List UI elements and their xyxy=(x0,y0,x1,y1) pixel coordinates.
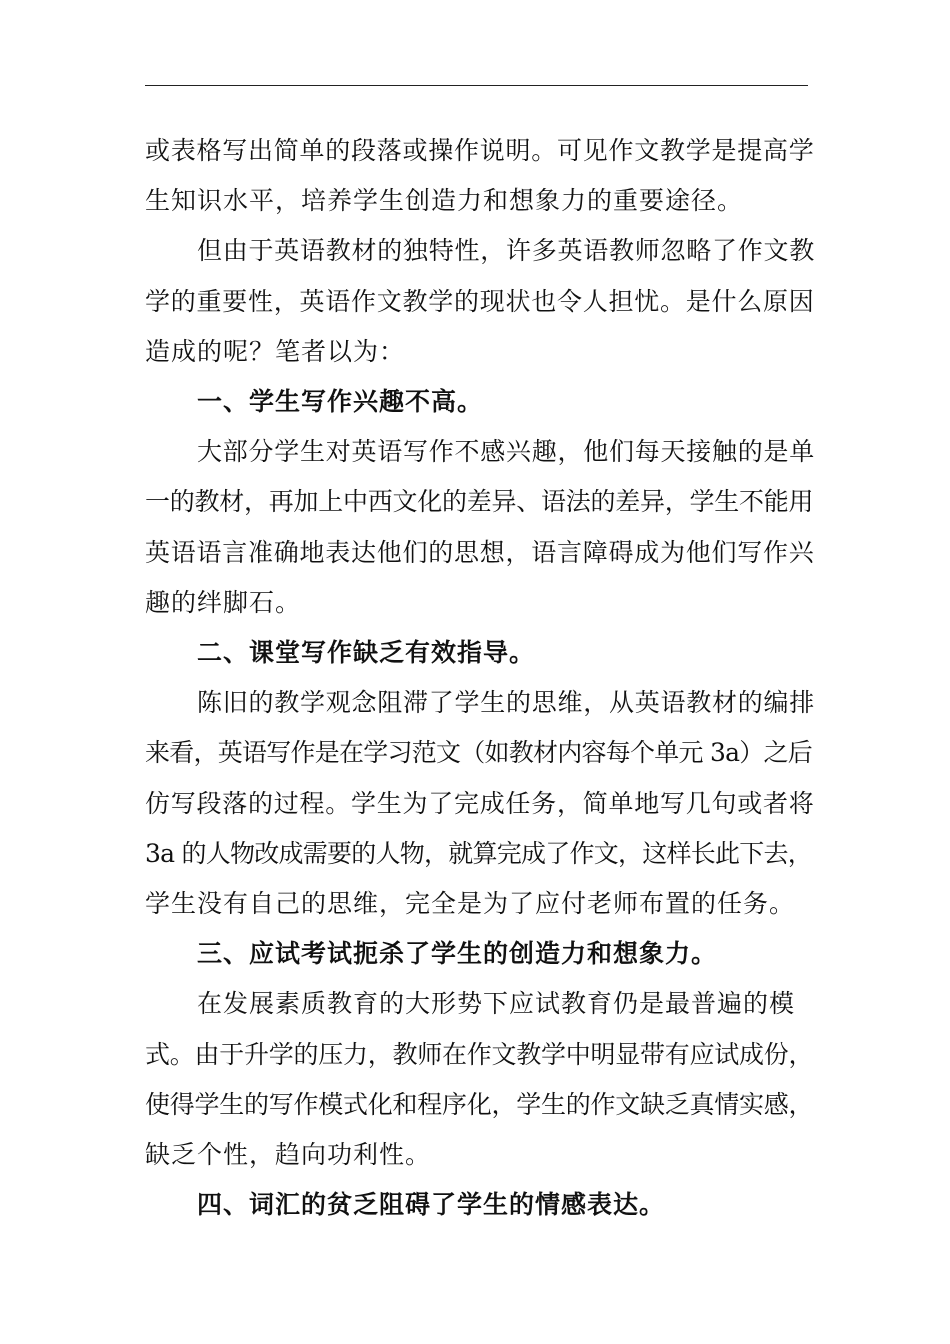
text-line: 大部分学生对英语写作不感兴趣，他们每天接触的是单 xyxy=(197,437,816,467)
text-line: 仿写段落的过程。学生为了完成任务，简单地写几句或者将 xyxy=(145,788,815,818)
heading-text: 二、课堂写作缺乏有效指导。 xyxy=(197,638,536,668)
paragraph-4 xyxy=(145,678,817,929)
text-line: 或表格写出简单的段落或操作说明。可见作文教学是提高学 xyxy=(145,136,815,165)
text-line: 但由于英语教材的独特性，许多英语教师忽略了作文教 xyxy=(197,236,816,266)
text-line: 缺乏个性，趋向功利性。 xyxy=(145,1140,432,1170)
text-line: 英语语言准确地表达他们的思想，语言障碍成为他们写作兴 xyxy=(145,537,815,567)
text-line: 学生没有自己的思维，完全是为了应付老师布置的任务。 xyxy=(145,889,796,919)
paragraph-2 xyxy=(145,226,817,377)
text-line: 在发展素质教育的大形势下应试教育仍是最普遍的模 xyxy=(197,989,796,1019)
section-heading-2 xyxy=(145,628,817,678)
text-line: 造成的呢？笔者以为： xyxy=(145,336,406,366)
section-heading-3 xyxy=(145,929,817,979)
section-heading-1 xyxy=(145,377,817,427)
paragraph-5 xyxy=(145,979,817,1180)
document-body xyxy=(145,126,817,1230)
text-line: 3a 的人物改成需要的人物，就算完成了作文，这样长此下去， xyxy=(145,838,813,868)
text-line: 趣的绊脚石。 xyxy=(145,587,302,617)
text-line: 生知识水平，培养学生创造力和想象力的重要途径。 xyxy=(145,186,744,216)
text-line: 式。由于升学的压力，教师在作文教学中明显带有应试成份， xyxy=(145,1039,814,1069)
section-heading-4 xyxy=(145,1180,817,1230)
text-line: 学的重要性，英语作文教学的现状也令人担忧。是什么原因 xyxy=(145,286,815,316)
heading-text: 四、词汇的贫乏阻碍了学生的情感表达。 xyxy=(197,1190,666,1220)
heading-text: 一、学生写作兴趣不高。 xyxy=(197,387,484,417)
text-line: 一的教材，再加上中西文化的差异、语法的差异，学生不能用 xyxy=(145,487,814,517)
paragraph-1 xyxy=(145,126,817,226)
text-line: 使得学生的写作模式化和程序化，学生的作文缺乏真情实感， xyxy=(145,1089,814,1119)
text-line: 来看，英语写作是在学习范文（如教材内容每个单元 3a）之后 xyxy=(145,738,813,768)
heading-text: 三、应试考试扼杀了学生的创造力和想象力。 xyxy=(197,939,718,969)
text-line: 陈旧的教学观念阻滞了学生的思维，从英语教材的编排 xyxy=(197,688,816,718)
header-rule xyxy=(145,85,808,86)
paragraph-3 xyxy=(145,427,817,628)
